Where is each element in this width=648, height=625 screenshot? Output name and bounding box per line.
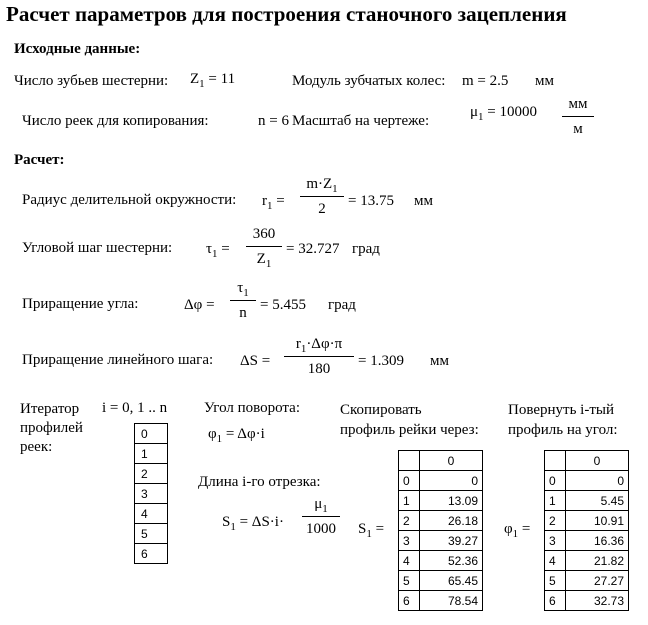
ds-denominator: 180 [307,361,331,377]
row-value: 21.82 [566,551,629,571]
teeth-expression[interactable] [190,71,235,88]
segment-fraction [302,496,340,538]
scale-label: Масштаб на чертеже: [292,113,430,129]
row-value: 27.27 [566,571,629,591]
module-label: Модуль зубчатых колес: [292,73,446,89]
radius-label: Радиус делительной окружности: [22,192,237,208]
segment-label: Длина i-го отрезка: [198,474,321,490]
ds-lhs[interactable] [240,353,270,370]
ds-numerator: r [295,336,301,352]
step-fraction [246,226,282,268]
scale-subscript: 1 [478,111,484,123]
rotate-subscript: 1 [512,528,519,540]
ds-symbol: ΔS [240,353,258,369]
row-index: 5 [545,571,566,591]
dphi-symbol: Δφ [184,297,203,313]
fraction-bar [300,196,344,197]
table-row [399,591,483,611]
scale-unit-numerator: мм [568,96,588,112]
iterator-table[interactable] [134,423,168,564]
table-row [135,544,168,564]
row-index: 0 [545,471,566,491]
table-row [399,511,483,531]
radius-symbol: r [262,193,267,209]
table-row [545,471,629,491]
row-index: 3 [399,531,420,551]
ds-fraction [284,336,354,378]
row-value: 65.45 [420,571,483,591]
copy-equals: = [375,521,385,537]
table-header-row [545,451,629,471]
teeth-subscript: 1 [199,78,205,90]
iterator-cell: 1 [135,444,168,464]
row-value: 52.36 [420,551,483,571]
fraction-bar [302,516,340,517]
segment-numerator-subscript: 1 [322,503,328,515]
copy-symbol: S [358,521,367,537]
input-header: Исходные данные: [14,41,141,57]
row-value: 5.45 [566,491,629,511]
step-denominator: Z [256,251,266,267]
table-row [135,524,168,544]
teeth-symbol: Z [190,71,200,87]
step-lhs[interactable] [206,241,230,258]
scale-expression[interactable] [470,104,537,121]
ds-label: Приращение линейного шага: [22,352,214,368]
segment-rhs: = ΔS·i· [239,514,284,530]
segment-expression[interactable] [222,514,284,531]
row-value: 0 [420,471,483,491]
table-column-header: 0 [566,451,629,471]
row-value: 0 [566,471,629,491]
radius-unit: мм [414,193,433,209]
step-label: Угловой шаг шестерни: [22,240,173,256]
rotation-label: Угол поворота: [204,400,300,416]
radius-denominator: 2 [318,201,326,217]
rotation-rhs: = Δφ·i [225,426,265,442]
ds-result: = 1.309 [358,353,404,369]
table-row [399,571,483,591]
copy-label-line: профиль рейки через: [340,422,479,438]
table-row [135,424,168,444]
table-row [399,551,483,571]
ds-numerator-rest: ·Δφ·π [306,336,343,352]
table-row [135,444,168,464]
radius-result: = 13.75 [348,193,394,209]
table-row [545,511,629,531]
iterator-label-line: Итератор [20,401,80,417]
iterator-label-line: профилей [20,420,83,436]
row-index: 2 [545,511,566,531]
row-index: 1 [545,491,566,511]
teeth-value: = 11 [208,71,236,87]
segment-symbol: S [222,514,231,530]
rotation-symbol: φ [208,426,217,442]
row-index: 4 [399,551,420,571]
fraction-bar [230,300,256,301]
table-row [545,491,629,511]
ds-unit: мм [430,353,449,369]
rotate-equals: = [521,521,531,537]
iterator-cell: 4 [135,504,168,524]
dphi-unit: град [328,297,356,313]
radius-fraction [300,176,344,218]
rotate-label-line: Повернуть i-тый [508,402,614,418]
rotation-expression[interactable] [208,426,265,443]
segment-denominator: 1000 [306,521,336,537]
radius-numerator: m·Z [306,176,333,192]
module-expression[interactable]: m = 2.5 [462,73,509,89]
row-index: 4 [545,551,566,571]
rotate-lhs [504,521,530,538]
copy-table[interactable] [398,450,483,611]
step-denominator-subscript: 1 [265,258,272,270]
fraction-bar [284,356,354,357]
row-value: 78.54 [420,591,483,611]
copy-lhs [358,521,384,538]
step-equals: = [221,241,230,257]
row-index: 0 [399,471,420,491]
dphi-fraction [230,280,256,322]
table-corner [399,451,420,471]
radius-lhs[interactable] [262,193,285,210]
dphi-numerator: τ [237,280,244,296]
step-result: = 32.727 [286,241,340,257]
iterator-label-line: реек: [20,439,53,455]
table-row [545,531,629,551]
dphi-equals: = [206,297,215,313]
table-row [399,471,483,491]
radius-numerator-subscript: 1 [332,183,338,195]
copies-expression[interactable]: n = 6 [258,113,289,129]
segment-numerator: μ [314,496,323,512]
table-row [399,531,483,551]
table-row [135,464,168,484]
calc-header: Расчет: [14,152,65,168]
step-numerator: 360 [252,226,276,242]
iterator-expression[interactable]: i = 0, 1 .. n [102,400,168,416]
row-index: 1 [399,491,420,511]
row-index: 3 [545,531,566,551]
fraction-bar [562,116,594,117]
scale-unit-denominator: м [573,121,583,137]
table-column-header: 0 [420,451,483,471]
iterator-label [20,400,83,457]
row-value: 26.18 [420,511,483,531]
row-value: 10.91 [566,511,629,531]
step-subscript: 1 [212,248,218,260]
iterator-cell: 5 [135,524,168,544]
fraction-bar [246,246,282,247]
dphi-denominator: n [239,305,247,321]
row-index: 5 [399,571,420,591]
copy-label-line: Скопировать [340,402,422,418]
segment-subscript: 1 [230,521,236,533]
step-symbol: τ [206,241,213,257]
teeth-label: Число зубьев шестерни: [14,73,169,89]
copies-label: Число реек для копирования: [22,113,209,129]
ds-equals: = [261,353,271,369]
radius-equals: = [276,193,285,209]
rotate-symbol: φ [504,521,513,537]
row-index: 6 [399,591,420,611]
table-row [399,491,483,511]
step-unit: град [352,241,380,257]
copy-label [340,400,479,440]
iterator-cell: 0 [135,424,168,444]
ds-numerator-subscript: 1 [300,343,307,355]
scale-symbol: μ [470,104,479,120]
row-value: 39.27 [420,531,483,551]
copy-subscript: 1 [366,528,372,540]
rotate-label-line: профиль на угол: [508,422,618,438]
rotate-table[interactable] [544,450,629,611]
table-row [545,571,629,591]
module-unit: мм [535,73,554,89]
dphi-label: Приращение угла: [22,296,139,312]
dphi-result: = 5.455 [260,297,306,313]
table-corner [545,451,566,471]
table-row [135,484,168,504]
dphi-lhs[interactable] [184,297,215,314]
scale-unit-fraction [562,96,594,138]
row-value: 13.09 [420,491,483,511]
rotation-subscript: 1 [216,433,223,445]
iterator-cell: 2 [135,464,168,484]
table-row [135,504,168,524]
row-value: 32.73 [566,591,629,611]
table-row [545,591,629,611]
page-title: Расчет параметров для построения станочного зацепления [6,2,567,26]
rotate-label [508,400,618,440]
table-header-row [399,451,483,471]
dphi-numerator-subscript: 1 [243,287,249,299]
row-value: 16.36 [566,531,629,551]
scale-value: = 10000 [487,104,538,120]
row-index: 6 [545,591,566,611]
iterator-cell: 3 [135,484,168,504]
row-index: 2 [399,511,420,531]
table-row [545,551,629,571]
iterator-cell: 6 [135,544,168,564]
radius-subscript: 1 [267,200,273,212]
